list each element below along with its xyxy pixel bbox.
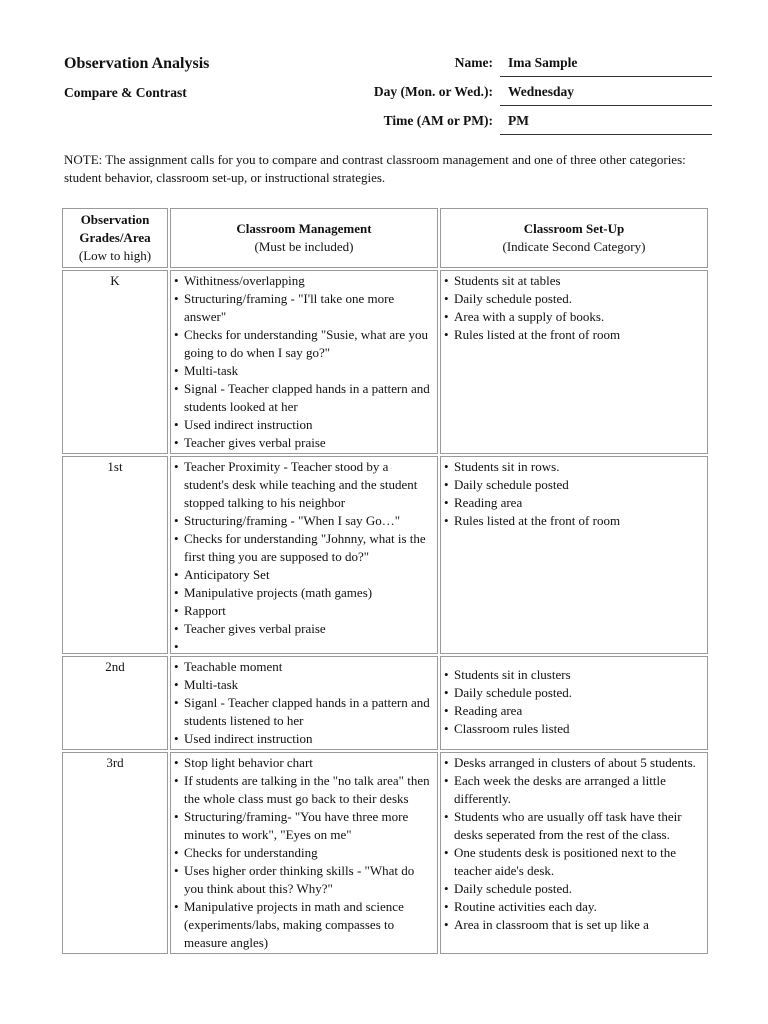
grade-cell: 2nd bbox=[62, 656, 168, 750]
list-item: • Daily schedule posted. bbox=[443, 684, 705, 702]
management-list bbox=[173, 458, 435, 638]
list-item: • Reading area bbox=[443, 494, 705, 512]
list-item: • Rules listed at the front of room bbox=[443, 326, 705, 344]
header-grades-area: Observation Grades/Area (Low to high) bbox=[62, 208, 168, 268]
list-item: • Desks arranged in clusters of about 5 students. bbox=[443, 754, 705, 772]
grade-cell: K bbox=[62, 270, 168, 454]
list-item: • Checks for understanding "Johnny, what is the first thing you are supposed to do?" bbox=[173, 530, 435, 566]
grade-cell: 1st bbox=[62, 456, 168, 654]
list-item: • Daily schedule posted. bbox=[443, 290, 705, 308]
table-row bbox=[62, 270, 708, 454]
management-cell bbox=[170, 656, 438, 750]
document-title: Observation Analysis bbox=[64, 55, 210, 72]
name-label: Name: bbox=[454, 55, 493, 70]
list-item: • Teacher gives verbal praise bbox=[173, 620, 435, 638]
setup-list bbox=[443, 272, 705, 344]
setup-cell bbox=[440, 752, 708, 954]
setup-list bbox=[443, 458, 705, 530]
list-item: • Used indirect instruction bbox=[173, 730, 435, 748]
list-item: • Reading area bbox=[443, 702, 705, 720]
list-item: • Structuring/framing - "I'll take one more answer" bbox=[173, 290, 435, 326]
header-classroom-setup: Classroom Set-Up (Indicate Second Category) bbox=[440, 208, 708, 268]
list-item: • Students sit in clusters bbox=[443, 666, 705, 684]
list-item: • Students sit at tables bbox=[443, 272, 705, 290]
list-item: • Structuring/framing- "You have three more minutes to work", "Eyes on me" bbox=[173, 808, 435, 844]
document-subtitle: Compare & Contrast bbox=[64, 85, 187, 100]
list-item: • Stop light behavior chart bbox=[173, 754, 435, 772]
management-list bbox=[173, 658, 435, 748]
observation-table bbox=[60, 206, 710, 956]
setup-list bbox=[443, 666, 705, 738]
list-item: • Daily schedule posted. bbox=[443, 880, 705, 898]
list-item: • If students are talking in the "no talk area" then the whole class must go back to their desks bbox=[173, 772, 435, 808]
setup-cell bbox=[440, 270, 708, 454]
name-field[interactable]: Ima Sample bbox=[500, 55, 712, 77]
day-field[interactable]: Wednesday bbox=[500, 84, 712, 106]
list-item: • Classroom rules listed bbox=[443, 720, 705, 738]
list-item: • Anticipatory Set bbox=[173, 566, 435, 584]
list-item: • Withitness/overlapping bbox=[173, 272, 435, 290]
list-item: • Manipulative projects in math and science (experiments/labs, making compasses to measure angles) bbox=[173, 898, 435, 952]
list-item: • One students desk is positioned next to the teacher aide's desk. bbox=[443, 844, 705, 880]
time-field[interactable]: PM bbox=[500, 113, 712, 135]
list-item: • Siganl - Teacher clapped hands in a pattern and students listened to her bbox=[173, 694, 435, 730]
setup-cell bbox=[440, 656, 708, 750]
list-item: • Students who are usually off task have their desks seperated from the rest of the class. bbox=[443, 808, 705, 844]
list-item: • Routine activities each day. bbox=[443, 898, 705, 916]
day-label: Day (Mon. or Wed.): bbox=[373, 84, 493, 99]
table-row bbox=[62, 456, 708, 654]
setup-cell bbox=[440, 456, 708, 654]
list-item: • Area in classroom that is set up like a bbox=[443, 916, 705, 934]
list-item: • Multi-task bbox=[173, 362, 435, 380]
list-item: • Checks for understanding bbox=[173, 844, 435, 862]
management-cell bbox=[170, 456, 438, 654]
setup-list bbox=[443, 754, 705, 934]
header-classroom-management: Classroom Management (Must be included) bbox=[170, 208, 438, 268]
list-item: • Daily schedule posted bbox=[443, 476, 705, 494]
list-item: • Teacher gives verbal praise bbox=[173, 434, 435, 452]
list-item: • Uses higher order thinking skills - "What do you think about this? Why?" bbox=[173, 862, 435, 898]
management-cell bbox=[170, 270, 438, 454]
list-item: • Signal - Teacher clapped hands in a pattern and students looked at her bbox=[173, 380, 435, 416]
list-item: • Students sit in rows. bbox=[443, 458, 705, 476]
list-item: • Rapport bbox=[173, 602, 435, 620]
management-list bbox=[173, 272, 435, 452]
time-label: Time (AM or PM): bbox=[383, 113, 493, 128]
list-item: • Teacher Proximity - Teacher stood by a student's desk while teaching and the student stopped talking to his neighbor bbox=[173, 458, 435, 512]
table-row bbox=[62, 752, 708, 954]
management-list bbox=[173, 754, 435, 952]
table-row bbox=[62, 656, 708, 750]
list-item: • Rules listed at the front of room bbox=[443, 512, 705, 530]
list-item: • Each week the desks are arranged a little differently. bbox=[443, 772, 705, 808]
list-item: • Multi-task bbox=[173, 676, 435, 694]
management-cell bbox=[170, 752, 438, 954]
list-item: • Structuring/framing - "When I say Go…" bbox=[173, 512, 435, 530]
grade-cell: 3rd bbox=[62, 752, 168, 954]
assignment-note: NOTE: The assignment calls for you to compare and contrast classroom management and one of three other categories: student behavior, classroom set-up, or instructional strategies. bbox=[64, 152, 686, 185]
list-item: • Teachable moment bbox=[173, 658, 435, 676]
list-item: • Manipulative projects (math games) bbox=[173, 584, 435, 602]
list-item: • Checks for understanding "Susie, what are you going to do when I say go?" bbox=[173, 326, 435, 362]
list-item: • Area with a supply of books. bbox=[443, 308, 705, 326]
list-item: • Used indirect instruction bbox=[173, 416, 435, 434]
